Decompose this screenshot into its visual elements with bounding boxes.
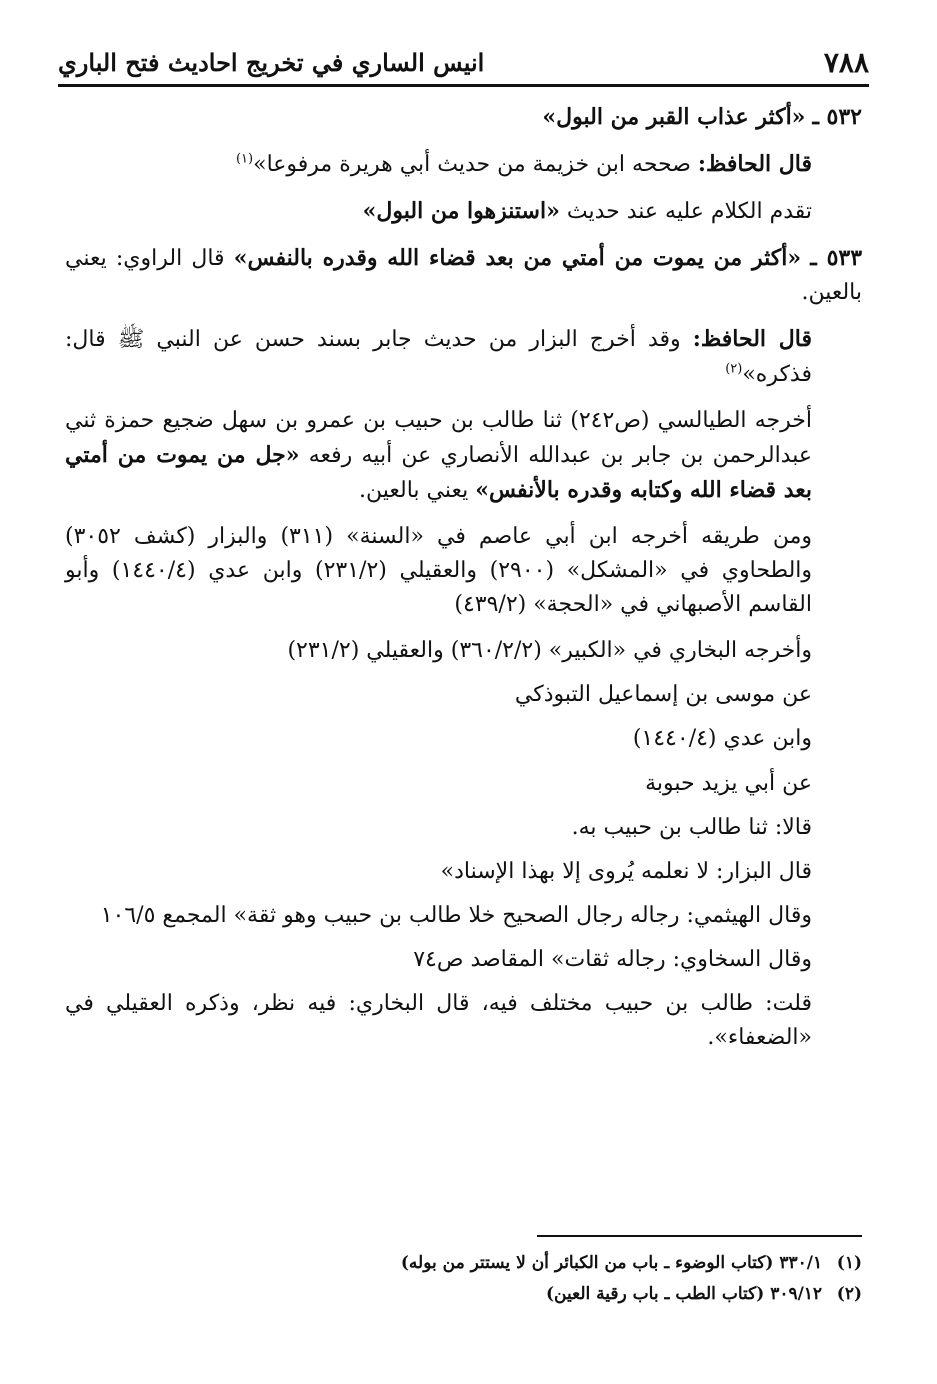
takhrij-line: وقال الهيثمي: رجاله رجال الصحيح خلا طالب بن حبيب وهو ثقة» المجمع ١٠٦/٥ bbox=[100, 902, 812, 928]
book-title: انيس الساري في تخريج احاديث فتح الباري bbox=[58, 47, 485, 77]
takhrij-paragraph: ومن طريقه أخرجه ابن أبي عاصم في «السنة» (٣١١) والبزار (كشف ٣٠٥٢) والطحاوي في «المشكل» (٢٩٠٠) والعقيلي (٢٣١/٢) وابن عدي (١٤٤٠/٤) وأبو القاسم الأصبهاني في «الحجة» (٤٣٩/٢) bbox=[65, 523, 813, 618]
takhrij-line: وقال السخاوي: رجاله ثقات» المقاصد ص٧٤ bbox=[413, 946, 812, 972]
takhrij-line: قال البزار: لا نعلمه يُروى إلا بهذا الإسناد» bbox=[440, 858, 812, 884]
note-prefix: تقدم الكلام عليه عند حديث bbox=[559, 199, 812, 225]
author-conclusion: قلت: طالب بن حبيب مختلف فيه، قال البخاري: فيه نظر، وذكره العقيلي في «الضعفاء». bbox=[65, 990, 812, 1051]
footnote-item bbox=[65, 1248, 862, 1279]
takhrij-end: يعني بالعين. bbox=[359, 477, 476, 503]
takhrij-line: وابن عدي (١٤٤٠/٤) bbox=[632, 726, 812, 752]
footnote-number: (١) bbox=[836, 1253, 862, 1273]
hafiz-label: قال الحافظ: bbox=[697, 151, 812, 178]
takhrij-line: قالا: ثنا طالب بن حبيب به. bbox=[571, 814, 812, 840]
hadith-text: «أكثر من يموت من أمتي من بعد قضاء الله وقدره بالنفس» bbox=[233, 245, 802, 272]
page-number: ٧٨٨ bbox=[823, 45, 869, 79]
takhrij-line: عن أبي يزيد حبوبة bbox=[645, 770, 812, 796]
footnote-text: ٣٣٠/١ (كتاب الوضوء ـ باب من الكبائر أن لا يستتر من بوله) bbox=[400, 1253, 823, 1273]
rawi-text: قال الراوي: يعني بالعين. bbox=[65, 246, 862, 306]
footnote-ref: (١) bbox=[235, 151, 254, 167]
hafiz-comment bbox=[65, 147, 862, 182]
footnote-divider bbox=[537, 1235, 862, 1237]
hafiz-label: قال الحافظ: bbox=[692, 326, 812, 353]
takhrij-line: عن موسى بن إسماعيل التبوذكي bbox=[514, 682, 812, 708]
takhrij-line: وأخرجه البخاري في «الكبير» (٣٦٠/٢/٢) والعقيلي (٢٣١/٢) bbox=[287, 638, 812, 664]
entry-533-heading bbox=[65, 241, 862, 310]
takhrij-text: أخرجه الطيالسي (ص٢٤٢) ثنا طالب بن حبيب بن عمرو بن سهل ضجيع حمزة ثني عبدالرحمن بن جابر بن عبدالله الأنصاري عن أبيه رفعه bbox=[65, 407, 812, 468]
hafiz-text: صححه ابن خزيمة من حديث أبي هريرة مرفوعا» bbox=[253, 152, 698, 178]
cross-reference bbox=[65, 194, 862, 229]
footnote-text: ٣٠٩/١٢ (كتاب الطب ـ باب رقية العين) bbox=[546, 1283, 823, 1304]
hadith-variant: «جل من يموت من أمتي بعد قضاء الله وكتابه وقدره بالأنفس» bbox=[65, 441, 812, 503]
footnote-ref: (٢) bbox=[725, 361, 743, 377]
takhrij-paragraph bbox=[65, 404, 862, 508]
footnote-item bbox=[65, 1279, 862, 1310]
footnotes bbox=[65, 1248, 862, 1309]
hadith-text: «أكثر عذاب القبر من البول» bbox=[542, 104, 806, 130]
hafiz-text: وقد أخرج البزار من حديث جابر بسند حسن عن النبي ﷺ قال: فذكره» bbox=[65, 327, 812, 387]
entry-number: ٥٣٢ ـ bbox=[812, 104, 862, 130]
note-hadith: «استنزهوا من البول» bbox=[362, 198, 560, 225]
entry-number: ٥٣٣ ـ bbox=[810, 245, 863, 272]
footnote-number: (٢) bbox=[836, 1283, 862, 1304]
entry-532-heading bbox=[65, 100, 862, 135]
page-header bbox=[58, 40, 869, 87]
page-body bbox=[65, 100, 862, 1067]
hafiz-comment bbox=[65, 322, 862, 391]
